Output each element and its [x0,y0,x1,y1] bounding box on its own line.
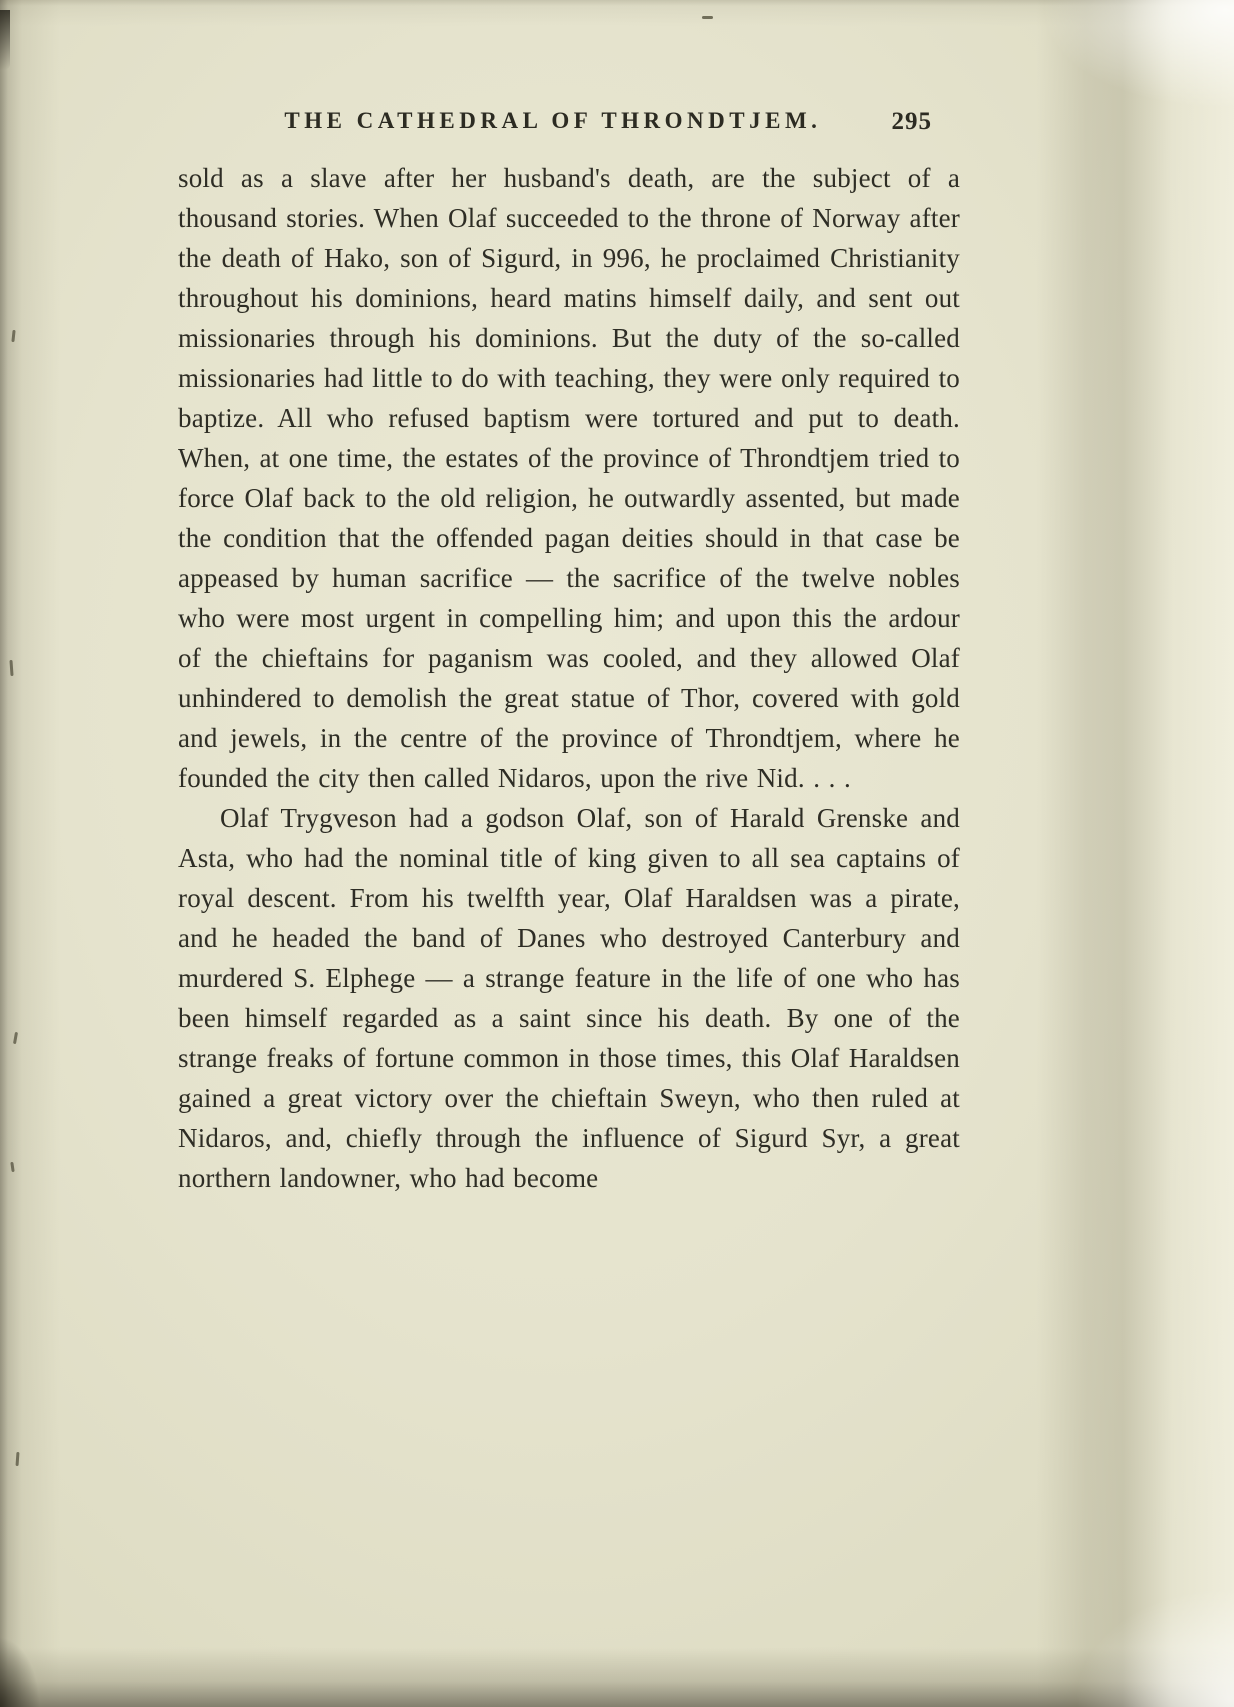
bottom-corner-shadow [0,1637,40,1707]
binding-smudge [0,10,10,70]
paragraph-2: Olaf Trygveson had a godson Olaf, son of Harald Grenske and Asta, who had the nominal title of king given to all sea captains of royal descent. From his twelfth year, Olaf Haraldsen was a pirate, and he headed the band of Danes who destroyed Canterbury and murdered S. Elphege — a strange feature in the life of one who has been himself regarded as a saint since his death. By one of the strange freaks of fortune common in those times, this Olaf Haraldsen gained a great victory over the chieftain Sweyn, who then ruled at Nidaros, and, chiefly through the influence of Sigurd Syr, a great northern landowner, who had become [178,803,960,1193]
binding-mark [10,1162,14,1172]
page-text-block [178,158,960,1198]
stray-ink-mark [702,16,713,19]
binding-mark [16,1452,20,1466]
binding-mark [13,1032,18,1044]
running-title: THE CATHEDRAL OF THRONDTJEM. [284,108,822,133]
running-head [178,108,960,142]
paragraph-1: sold as a slave after her husband's death, are the subject of a thousand stories. When Olaf succeeded to the throne of Norway after the death of Hako, son of Sigurd, in 996, he proclaimed Christianity throughout his dominions, heard matins himself daily, and sent out missionaries through his dominions. But the duty of the so-called missionaries had little to do with teaching, they were only required to baptize. All who refused baptism were tortured and put to death. When, at one time, the estates of the province of Throndtjem tried to force Olaf back to the old religion, he outwardly assented, but made the condition that the offended pagan deities should in that case be appeased by human sacrifice — the sacrifice of the twelve nobles who were most urgent in compelling him; and upon this the ardour of the chieftains for paganism was cooled, and they allowed Olaf unhindered to demolish the great statue of Thor, covered with gold and jewels, in the centre of the province of Throndtjem, where he founded the city then called Nidaros, upon the rive Nid. . . . [178,163,960,793]
page-number: 295 [891,108,932,135]
binding-mark [11,330,15,342]
binding-mark [9,660,13,676]
